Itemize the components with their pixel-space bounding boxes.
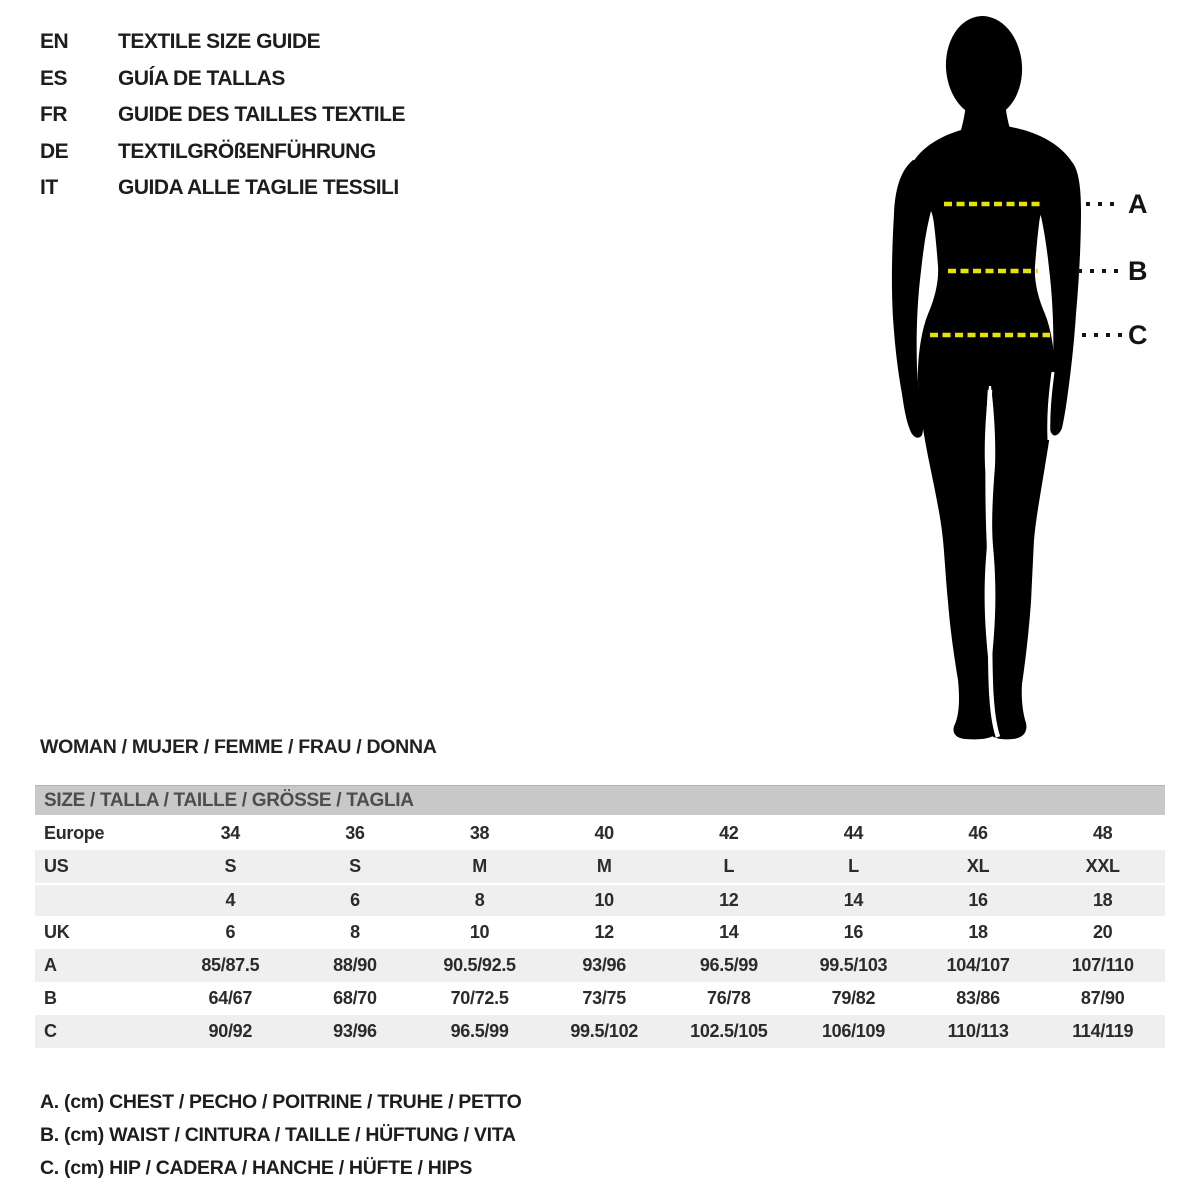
- table-cell: 34: [220, 823, 241, 843]
- measurement-legend: [40, 1086, 521, 1185]
- table-cell: 8: [474, 890, 485, 910]
- language-list: [40, 24, 405, 207]
- language-guide-title: TEXTILE SIZE GUIDE: [118, 30, 321, 54]
- language-guide-title: GUIDA ALLE TAGLIE TESSILI: [118, 176, 399, 200]
- table-cell: S: [349, 856, 361, 876]
- table-cell: 107/110: [1071, 955, 1134, 975]
- table-cell: 6: [225, 922, 236, 942]
- table-cell: 20: [1092, 922, 1113, 942]
- table-cell: 110/113: [947, 1021, 1009, 1041]
- table-cell: 16: [968, 890, 988, 910]
- language-guide-title: GUIDE DES TAILLES TEXTILE: [118, 103, 405, 127]
- table-cell: L: [848, 856, 859, 876]
- table-cell: 12: [719, 890, 739, 910]
- table-cell: 18: [1092, 890, 1113, 910]
- language-row: [40, 97, 405, 134]
- woman-silhouette-figure: [855, 5, 1175, 750]
- table-row: [35, 1015, 1165, 1048]
- table-cell: 70/72.5: [450, 988, 509, 1008]
- table-cell: 83/86: [956, 988, 1000, 1008]
- table-cell: 99.5/102: [570, 1021, 639, 1041]
- marker-label-b: B: [1128, 256, 1148, 286]
- size-table-header: SIZE / TALLA / TAILLE / GRÖSSE / TAGLIA: [35, 785, 1165, 815]
- table-row-label: A: [44, 955, 57, 975]
- table-cell: 14: [843, 890, 864, 910]
- table-cell: 93/96: [333, 1021, 377, 1041]
- table-row-label: US: [44, 856, 69, 876]
- table-cell: 90.5/92.5: [443, 955, 516, 975]
- table-cell: 18: [968, 922, 988, 942]
- table-cell: 99.5/103: [819, 955, 888, 975]
- table-cell: 6: [350, 890, 360, 910]
- table-cell: 10: [594, 890, 614, 910]
- table-cell: 4: [225, 890, 236, 910]
- table-cell: 106/109: [821, 1021, 885, 1041]
- table-row: [35, 817, 1165, 850]
- table-cell: 104/107: [946, 955, 1010, 975]
- table-cell: 114/119: [1072, 1021, 1134, 1041]
- table-cell: 46: [968, 823, 988, 843]
- table-row: [35, 982, 1165, 1015]
- table-cell: XL: [966, 856, 990, 876]
- table-cell: 12: [594, 922, 614, 942]
- table-row-label: C: [44, 1021, 57, 1041]
- table-cell: 76/78: [707, 988, 751, 1008]
- language-guide-title: TEXTILGRÖßENFÜHRUNG: [118, 139, 376, 163]
- language-code: EN: [40, 30, 69, 54]
- table-cell: 64/67: [208, 988, 253, 1008]
- table-cell: 87/90: [1080, 988, 1125, 1008]
- table-cell: 88/90: [333, 955, 377, 975]
- table-cell: M: [472, 856, 487, 876]
- table-cell: 36: [345, 823, 365, 843]
- table-cell: 44: [843, 823, 864, 843]
- legend-line: C. (cm) HIP / CADERA / HANCHE / HÜFTE / HIPS: [40, 1157, 473, 1179]
- language-guide-title: GUÍA DE TALLAS: [118, 66, 285, 90]
- table-cell: 38: [469, 823, 490, 843]
- table-row: [35, 883, 1165, 916]
- language-row: [40, 24, 405, 61]
- legend-line: B. (cm) WAIST / CINTURA / TAILLE / HÜFTUNG / VITA: [40, 1124, 516, 1146]
- table-cell: 79/82: [831, 988, 876, 1008]
- table-row: [35, 949, 1165, 982]
- table-cell: S: [224, 856, 237, 876]
- marker-label-a: A: [1128, 189, 1148, 219]
- table-cell: XXL: [1085, 856, 1120, 876]
- size-table: [35, 785, 1165, 1048]
- table-cell: 68/70: [333, 988, 377, 1008]
- table-row: [35, 850, 1165, 883]
- table-row-label: UK: [44, 922, 70, 942]
- language-code: IT: [40, 176, 58, 200]
- table-row-label: B: [44, 988, 57, 1008]
- table-cell: 96.5/99: [450, 1021, 509, 1041]
- size-table-rows: [35, 817, 1165, 1048]
- table-cell: M: [596, 856, 612, 876]
- table-cell: 16: [843, 922, 864, 942]
- language-row: [40, 134, 405, 171]
- language-code: DE: [40, 139, 69, 163]
- language-code: FR: [40, 103, 67, 127]
- table-row-label: Europe: [44, 823, 105, 843]
- table-cell: 96.5/99: [699, 955, 758, 975]
- table-cell: 102.5/105: [690, 1021, 768, 1041]
- table-cell: L: [723, 856, 735, 876]
- table-cell: 48: [1092, 823, 1113, 843]
- table-cell: 42: [719, 823, 739, 843]
- table-cell: 40: [594, 823, 614, 843]
- table-cell: 85/87.5: [201, 955, 260, 975]
- table-cell: 8: [350, 922, 360, 942]
- language-code: ES: [40, 66, 68, 90]
- marker-label-c: C: [1128, 320, 1148, 350]
- table-cell: 14: [719, 922, 739, 942]
- legend-line: A. (cm) CHEST / PECHO / POITRINE / TRUHE / PETTO: [40, 1091, 522, 1113]
- language-row: [40, 61, 405, 98]
- table-cell: 73/75: [582, 988, 626, 1008]
- table-cell: 90/92: [208, 1021, 253, 1041]
- table-group-title: WOMAN / MUJER / FEMME / FRAU / DONNA: [40, 736, 437, 758]
- table-cell: 93/96: [582, 955, 626, 975]
- table-cell: 10: [469, 922, 490, 942]
- language-row: [40, 170, 405, 207]
- table-row: [35, 916, 1165, 949]
